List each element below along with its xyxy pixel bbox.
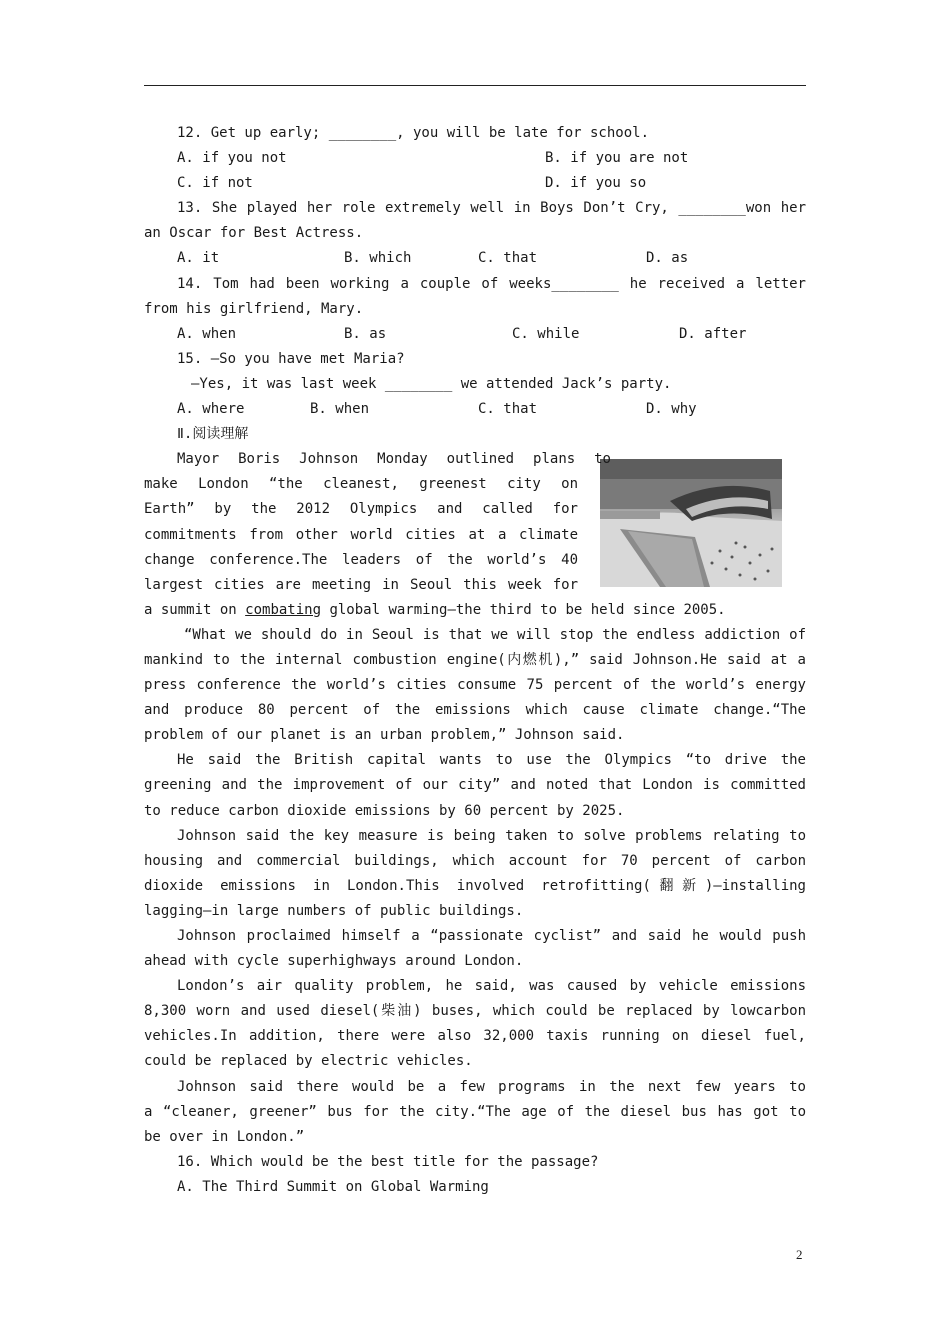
passage-p2-line-4: and produce 80 percent of the emissions which cause climate change.“The (144, 702, 806, 719)
underlined-word: combating (245, 601, 322, 618)
passage-p5-line-1: Johnson proclaimed himself a “passionate cyclist” and said he would push (177, 928, 806, 944)
passage-p3-line-1: He said the British capital wants to use the Olympics “to drive the (177, 752, 806, 769)
question-13-option-d[interactable]: D. as (646, 250, 689, 267)
question-15-stem: 15. —So you have met Maria? (177, 350, 405, 367)
passage-p1-line-5: change conference.The leaders of the world’s 40 (144, 551, 578, 568)
question-13-stem: 13. She played her role extremely well in Boys Don’t Cry, ________won her (177, 200, 806, 217)
passage-p3-line-2: greening and the improvement of our city” and noted that London is committed (144, 777, 806, 794)
passage-p4-line-2: housing and commercial buildings, which account for 70 percent of carbon (144, 852, 806, 869)
passage-p7-line-1: Johnson said there would be a few programs in the next few years to (177, 1078, 806, 1095)
question-12-option-c[interactable]: C. if not (177, 175, 253, 192)
question-14-option-d[interactable]: D. after (679, 325, 747, 342)
question-15-option-c[interactable]: C. that (478, 401, 538, 418)
question-13-option-c[interactable]: C. that (478, 250, 538, 267)
section-title: Ⅱ.阅读理解 (177, 426, 249, 443)
question-13-options (144, 246, 806, 271)
document-page (144, 121, 806, 1200)
passage-p3-line-3: to reduce carbon dioxide emissions by 60 percent by 2025. (144, 802, 625, 819)
question-14-options (144, 322, 806, 347)
question-12-option-d[interactable]: D. if you so (545, 175, 647, 192)
passage-p1-text-before: a summit on (144, 601, 246, 618)
question-15-option-d[interactable]: D. why (646, 401, 697, 418)
question-15-option-b[interactable]: B. when (310, 401, 370, 418)
passage-p1-line-7 (144, 598, 806, 623)
passage-p2-line-3: press conference the world’s cities consume 75 percent of the world’s energy (144, 677, 806, 694)
question-14-option-a[interactable]: A. when (177, 325, 237, 342)
question-14-stem-continued: from his girlfriend, Mary. (144, 300, 364, 317)
passage-p1-line-1: Mayor Boris Johnson Monday outlined plans to (177, 451, 611, 468)
passage-p1-line-2: make London “the cleanest, greenest city on (144, 476, 578, 493)
question-14-stem: 14. Tom had been working a couple of weeks________ he received a letter (177, 275, 806, 292)
question-15-reply: —Yes, it was last week ________ we attended Jack’s party. (191, 375, 672, 392)
passage-p6-line-1: London’s air quality problem, he said, was caused by vehicle emissions (177, 978, 806, 995)
question-12-stem: 12. Get up early; ________, you will be late for school. (177, 125, 650, 141)
passage-p2-line-5: problem of our planet is an urban problem,” Johnson said. (144, 727, 625, 744)
passage-p4-line-1: Johnson said the key measure is being taken to solve problems relating to (177, 827, 806, 844)
passage-p5-line-2: ahead with cycle superhighways around London. (144, 953, 524, 970)
passage-p7-line-2: a “cleaner, greener” bus for the city.“The age of the diesel bus has got to (144, 1103, 806, 1120)
passage-p1-line-6: largest cities are meeting in Seoul this week for (144, 576, 578, 593)
question-13-option-b[interactable]: B. which (344, 250, 412, 267)
question-13-option-a[interactable]: A. it (177, 250, 220, 267)
passage-p6-line-2: 8,300 worn and used diesel(柴油) buses, which could be replaced by lowcarbon (144, 1003, 806, 1020)
passage-p1-line-3: Earth” by the 2012 Olympics and called for (144, 501, 578, 518)
passage-p6-line-4: could be replaced by electric vehicles. (144, 1053, 473, 1070)
question-16-stem: 16. Which would be the best title for the passage? (177, 1153, 599, 1170)
question-12-options-row-1 (144, 146, 806, 171)
question-12-option-a[interactable]: A. if you not (177, 150, 287, 167)
passage-p4-line-3: dioxide emissions in London.This involved retrofitting(翻新)—installing (144, 877, 806, 894)
question-12-option-b[interactable]: B. if you are not (545, 150, 689, 167)
passage-p6-line-3: vehicles.In addition, there were also 32,000 taxis running on diesel fuel, (144, 1028, 806, 1045)
passage-p4-line-4: lagging—in large numbers of public buildings. (144, 902, 524, 919)
passage-p1-line-4: commitments from other world cities at a climate (144, 526, 578, 543)
passage-p7-line-3: be over in London.” (144, 1128, 305, 1145)
passage-p2-line-2: mankind to the internal combustion engine(内燃机),” said Johnson.He said at a (144, 651, 806, 668)
page-number: 2 (796, 1247, 803, 1262)
question-15-option-a[interactable]: A. where (177, 401, 245, 418)
question-14-option-b[interactable]: B. as (344, 325, 387, 342)
question-13-stem-continued: an Oscar for Best Actress. (144, 225, 364, 242)
passage-p2-line-1: “What we should do in Seoul is that we will stop the endless addiction of (184, 626, 806, 643)
passage-p1-text-after: global warming—the third to be held since 2005. (321, 601, 726, 618)
question-15-options (144, 397, 806, 422)
question-14-option-c[interactable]: C. while (512, 325, 580, 342)
header-rule (144, 85, 806, 86)
question-16-option-a[interactable]: A. The Third Summit on Global Warming (177, 1178, 489, 1195)
question-12-options-row-2 (144, 171, 806, 196)
